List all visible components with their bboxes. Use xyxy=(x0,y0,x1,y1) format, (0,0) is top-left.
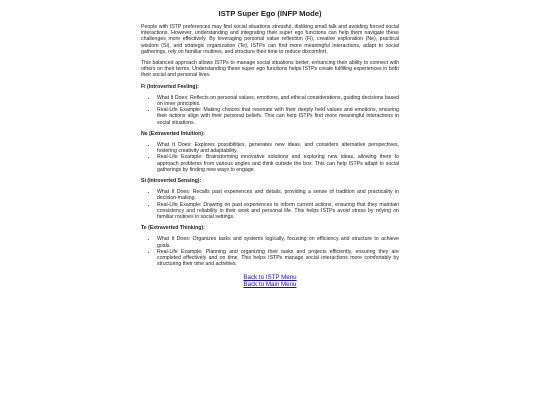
intro xyxy=(141,24,399,79)
section-heading: Ne (Extraverted Intuition): xyxy=(141,130,205,137)
section-si xyxy=(141,178,399,220)
list-item: • Real-Life Example: Brainstorming innovative solutions and exploring new ideas, allowing them to approach problems from various angles and think outside the box. This can help ISTPs adapt to social gatherings by finding new ways to engage. xyxy=(157,154,399,173)
bullet-list xyxy=(141,142,399,173)
back-to-istp-menu-link[interactable]: Back to ISTP Menu xyxy=(243,273,297,281)
back-to-main-menu-link[interactable]: Back to Main Menu xyxy=(243,280,297,288)
list-item: • What It Does: Recalls past experiences and details, providing a sense of tradition and practicality in decision-making. xyxy=(157,189,399,201)
intro-paragraph: This balanced approach allows ISTPs to manage social situations better, enhancing their ability to connect with others on their terms. Understanding these super ego functions helps ISTPs create fulfilling experiences in both their social and personal lives. xyxy=(141,60,399,79)
bullet-list xyxy=(141,236,399,267)
list-item: • Real-Life Example: Making choices that resonate with their deeply held values and emotions, ensuring their actions align with their personal beliefs. This can help ISTPs find more meaningful interactions in social situations. xyxy=(157,107,399,126)
nav-links xyxy=(141,274,399,289)
section-te xyxy=(141,225,399,267)
intro-paragraph: People with ISTP preferences may find social situations stressful, disliking small talk and avoiding forced social interactions. However, understanding and integrating their super ego functions can help them navigate these challenges more effectively. By leveraging personal value reflection (Fi), creative exploration (Ne), practical wisdom (Si), and strategic organization (Te), ISTPs can find more meaningful interactions, adapt to social gatherings, rely on familiar routines, and structure their time to reduce discomfort. xyxy=(141,24,399,55)
section-fi xyxy=(141,84,399,126)
list-item: • What It Does: Organizes tasks and systems logically, focusing on efficiency and structure to achieve goals. xyxy=(157,236,399,248)
list-item: • What It Does: Explores possibilities, generates new ideas, and considers alternative perspectives, fostering creativity and adaptability. xyxy=(157,142,399,154)
list-item: • Real-Life Example: Drawing on past experiences to inform current actions, ensuring that they maintain consistency and reliability in their work and personal life. This helps ISTPs avoid stress by relying on familiar routines in social settings. xyxy=(157,202,399,221)
list-item: • What It Does: Reflects on personal values, emotions, and ethical considerations, guiding decisions based on inner principles. xyxy=(157,95,399,107)
bullet-list xyxy=(141,95,399,126)
section-ne xyxy=(141,131,399,173)
page-content xyxy=(141,0,399,288)
section-heading: Fi (Introverted Feeling): xyxy=(141,83,199,90)
section-heading: Te (Extraverted Thinking): xyxy=(141,225,205,232)
section-heading: Si (Introverted Sensing): xyxy=(141,178,202,185)
bullet-list xyxy=(141,189,399,220)
page-title: ISTP Super Ego (INFP Mode) xyxy=(218,9,322,18)
list-item: • Real-Life Example: Planning and organizing their tasks and projects efficiently, ensuring they are completed effectively and on time. This helps ISTPs manage social interactions more comfortably by structuring their time and activities. xyxy=(157,249,399,268)
